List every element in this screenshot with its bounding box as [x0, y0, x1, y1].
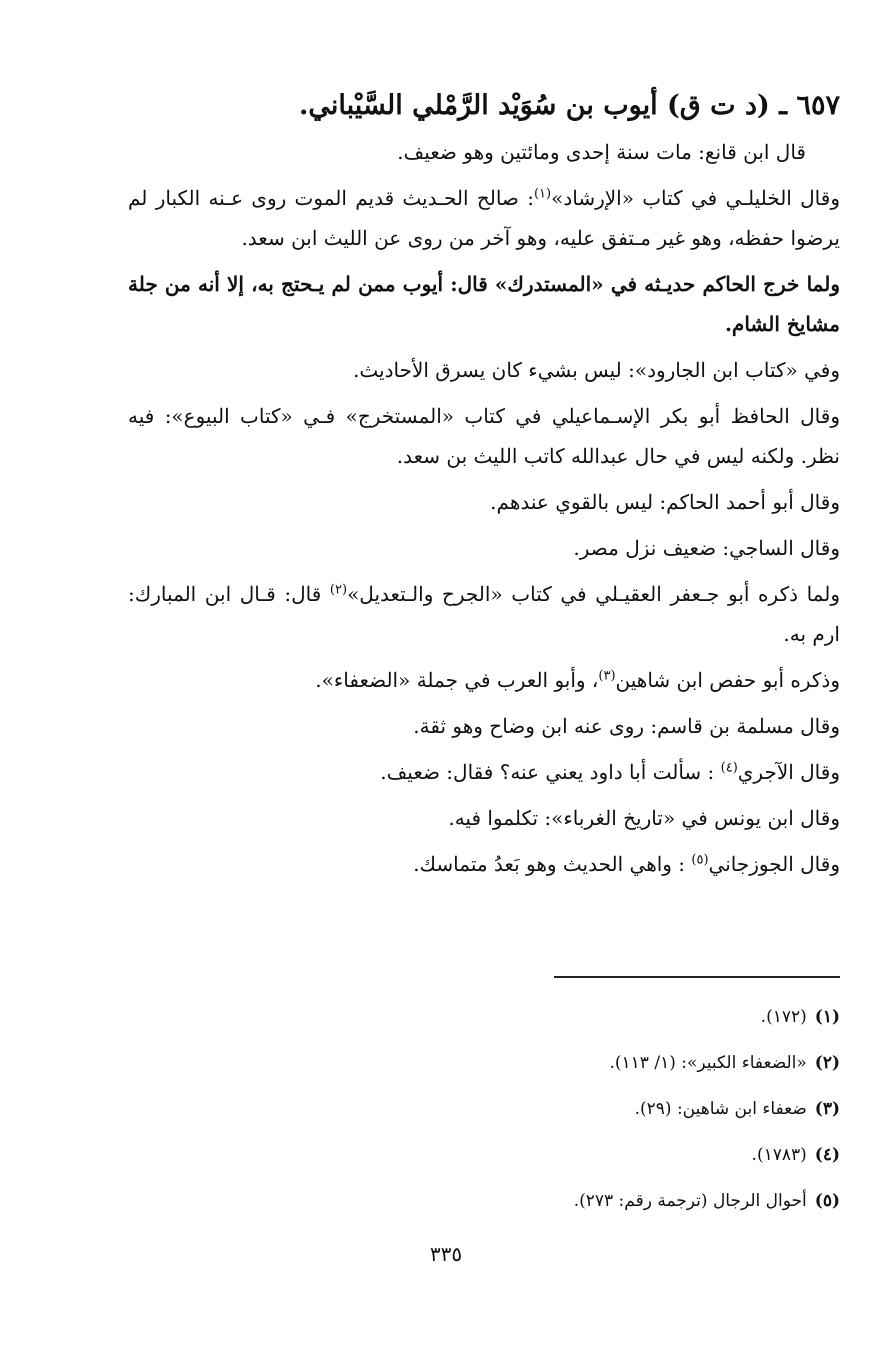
paragraph-1: قال ابن قانع: مات سنة إحدى ومائتين وهو ضعيف. [397, 140, 806, 164]
paragraph-8: ولما ذكره أبو جـعفر العقيـلي في كتاب «الجرح والـتعديل»$^{(٢)}$ قال: قـال ابن المبارك: ارم به. [128, 582, 840, 646]
footnote-ref-1: (١) [533, 186, 552, 202]
entry-heading [128, 86, 840, 126]
page-number: ٣٣٥ [429, 1242, 463, 1266]
footnote-ref-2: (٢) [329, 582, 348, 598]
footnote-ref-4: (٤) [720, 760, 738, 776]
entry-name: أيوب بن سُوَيْد الرَّمْلي السَّيْباني. [299, 90, 658, 121]
paragraph-6: وقال أبو أحمد الحاكم: ليس بالقوي عندهم. [490, 490, 840, 514]
footnote-ref-3: (٣) [598, 668, 616, 684]
paragraph-12: وقال ابن يونس في «تاريخ الغرباء»: تكلموا فيه. [448, 806, 840, 830]
footnote-1: (١)(١٧٢). [760, 1007, 840, 1027]
paragraph-3: ولما خرج الحاكم حديـثه في «المستدرك» قال: أيوب ممن لم يـحتج به، إلا أنه من جلة مشايخ الشام. [128, 272, 840, 336]
footnote-4: (٤)(١٧٨٣). [751, 1145, 840, 1165]
paragraph-11: وقال الآجري$^{(٤)}$ : سألت أبا داود يعني عنه؟ فقال: ضعيف. [380, 760, 840, 784]
paragraph-7: وقال الساجي: ضعيف نزل مصر. [573, 536, 840, 560]
footnote-ref-5: (٥) [691, 852, 709, 868]
footnote-3: (٣)ضعفاء ابن شاهين: (٢٩). [634, 1099, 840, 1119]
entry-dash: ـ [769, 90, 788, 121]
paragraph-10: وقال مسلمة بن قاسم: روى عنه ابن وضاح وهو ثقة. [413, 714, 840, 738]
footnote-separator [554, 976, 840, 978]
paragraph-2: وقال الخليلـي في كتاب «الإرشاد»$^{(١)}$: صالح الحـديث قديم الموت روى عـنه الكبار لم يرضوا حفظه، وهو غير مـتفق عليه، وهو آخر من روى عن الليث ابن سعد. [128, 186, 840, 250]
paragraph-9: وذكره أبو حفص ابن شاهين$^{(٣)}$، وأبو العرب في جملة «الضعفاء». [315, 668, 840, 692]
footnote-2: (٢)«الضعفاء الكبير»: (١/ ١١٣). [609, 1053, 840, 1073]
paragraph-5: وقال الحافظ أبو بكر الإسـماعيلي في كتاب «المستخرج» فـي «كتاب البيوع»: فيه نظر. ولكنه ليس في حال عبدالله كاتب الليث بن سعد. [128, 404, 840, 468]
main-text [128, 86, 840, 884]
entry-number: ٦٥٧ [796, 90, 840, 121]
footnote-5: (٥)أحوال الرجال (ترجمة رقم: ٢٧٣). [573, 1191, 840, 1211]
footnotes [128, 994, 840, 1224]
paragraph-4: وفي «كتاب ابن الجارود»: ليس بشيء كان يسرق الأحاديث. [353, 358, 840, 382]
entry-codes: (د ت ق) [667, 90, 770, 121]
paragraph-13: وقال الجوزجاني$^{(٥)}$ : واهي الحديث وهو بَعدُ متماسك. [413, 852, 840, 876]
